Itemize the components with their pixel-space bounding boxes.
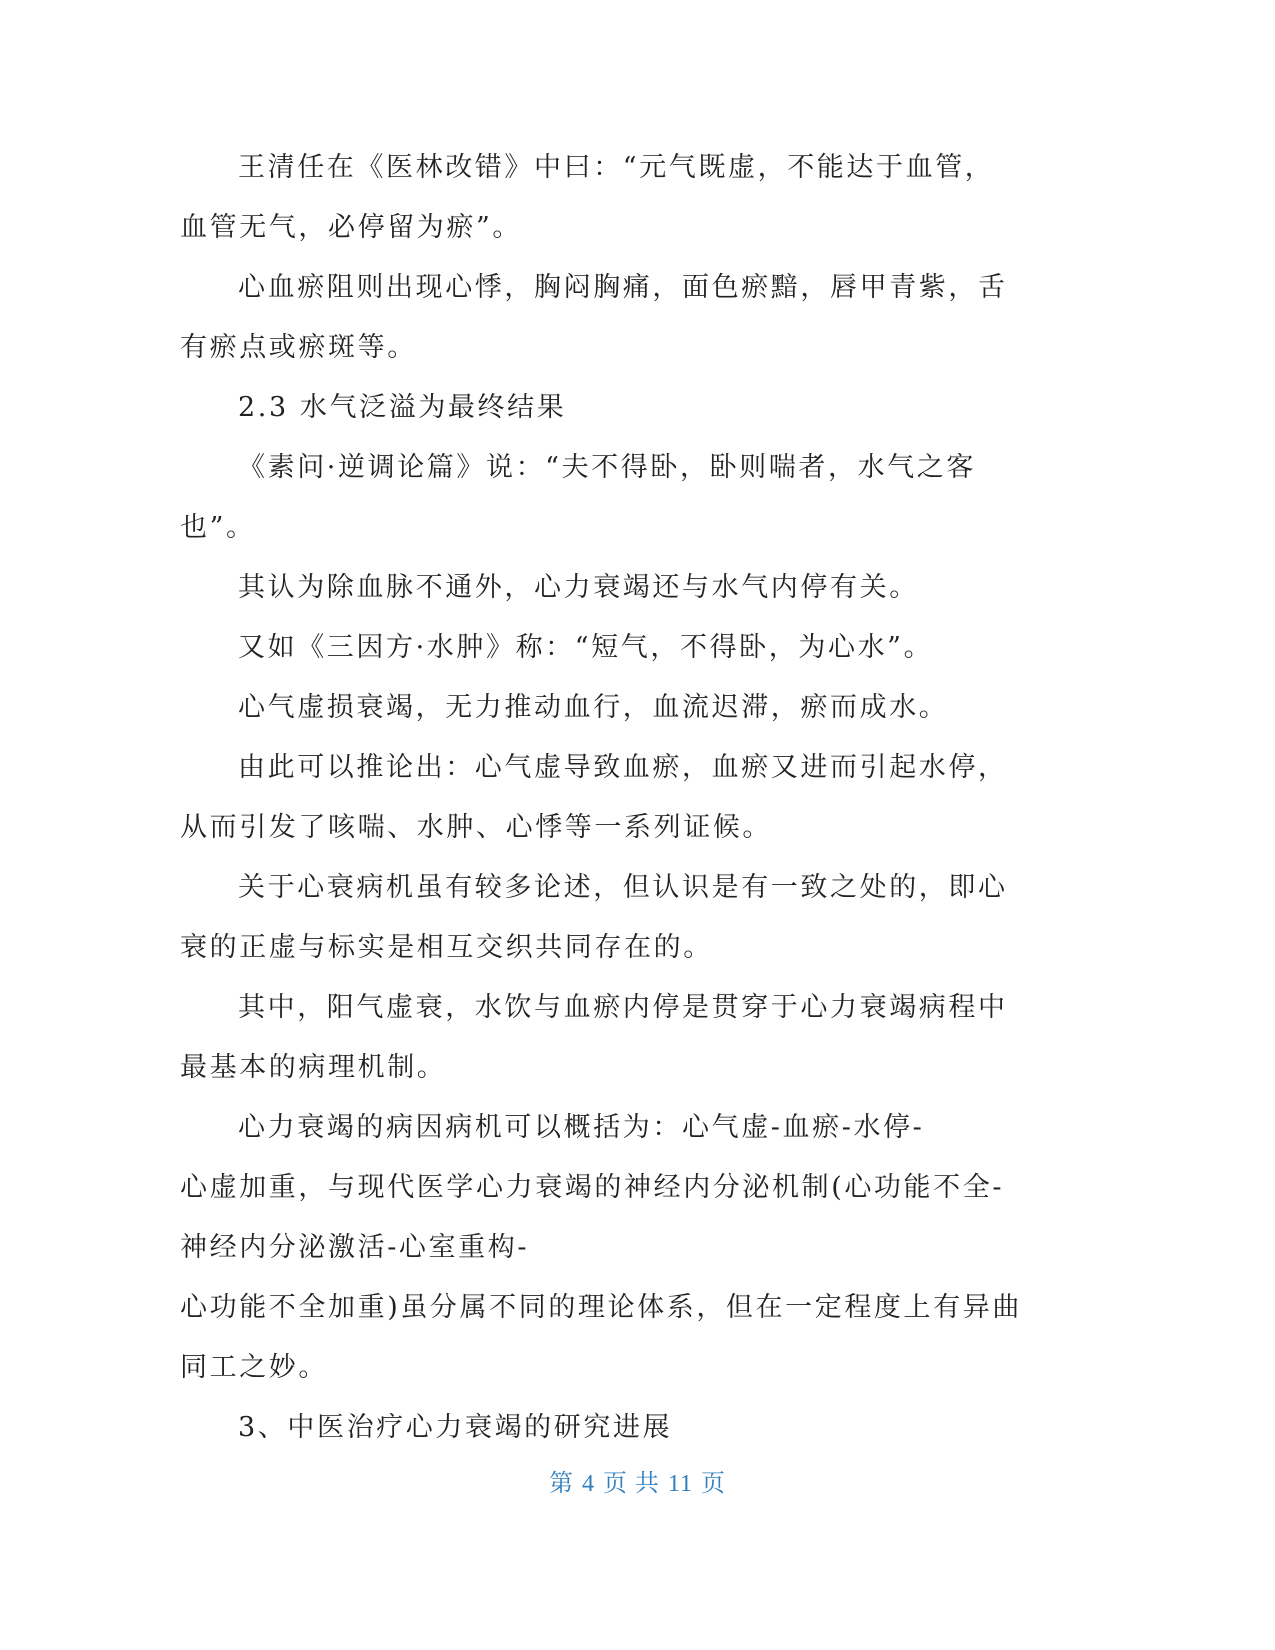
- footer-current-page: 4: [581, 1471, 595, 1497]
- paragraph-line: 王清任在《医林改错》中曰：“元气既虚，不能达于血管，: [238, 152, 995, 183]
- paragraph: [180, 678, 1040, 738]
- paragraph-line: 神经内分泌激活-心室重构-: [180, 1232, 530, 1263]
- paragraph-line: 同工之妙。: [180, 1352, 328, 1383]
- paragraph: [180, 978, 1040, 1098]
- paragraph: [180, 378, 1040, 438]
- footer-middle: 页 共: [602, 1471, 660, 1497]
- paragraph-line: 其中，阳气虚衰，水饮与血瘀内停是贯穿于心力衰竭病程中: [238, 992, 1008, 1023]
- paragraph-line: 心功能不全加重)虽分属不同的理论体系，但在一定程度上有异曲: [180, 1292, 1022, 1323]
- footer-total-pages: 11: [667, 1471, 694, 1497]
- paragraph-line: 3、中医治疗心力衰竭的研究进展: [238, 1412, 673, 1443]
- paragraph: [180, 738, 1040, 858]
- paragraph-line: 从而引发了咳喘、水肿、心悸等一系列证候。: [180, 812, 772, 843]
- paragraph-line: 关于心衰病机虽有较多论述，但认识是有一致之处的，即心: [238, 872, 1008, 903]
- document-body: [180, 138, 1040, 1458]
- footer-prefix: 第: [548, 1471, 574, 1497]
- paragraph: [180, 558, 1040, 618]
- paragraph-line: 心力衰竭的病因病机可以概括为：心气虚-血瘀-水停-: [238, 1112, 925, 1143]
- paragraph: [180, 618, 1040, 678]
- paragraph-line: 心气虚损衰竭，无力推动血行，血流迟滞，瘀而成水。: [238, 692, 949, 723]
- paragraph-line: 其认为除血脉不通外，心力衰竭还与水气内停有关。: [238, 572, 919, 603]
- paragraph-line: 2.3 水气泛溢为最终结果: [238, 392, 567, 423]
- paragraph-line: 又如《三因方·水肿》称：“短气，不得卧，为心水”。: [238, 632, 934, 663]
- paragraph-line: 心血瘀阻则出现心悸，胸闷胸痛，面色瘀黯，唇甲青紫，舌: [238, 272, 1008, 303]
- paragraph-line: 最基本的病理机制。: [180, 1052, 447, 1083]
- paragraph-line: 由此可以推论出：心气虚导致血瘀，血瘀又进而引起水停，: [238, 752, 1008, 783]
- paragraph: [180, 1398, 1040, 1458]
- paragraph-line: 也”。: [180, 512, 256, 543]
- paragraph-line: 《素问·逆调论篇》说：“夫不得卧，卧则喘者，水气之客: [238, 452, 976, 483]
- paragraph: [180, 858, 1040, 978]
- paragraph: [180, 258, 1040, 378]
- paragraph-line: 血管无气，必停留为瘀”。: [180, 212, 523, 243]
- footer-suffix: 页: [701, 1471, 727, 1497]
- paragraph-line: 有瘀点或瘀斑等。: [180, 332, 417, 363]
- page-footer: [0, 1463, 1275, 1498]
- paragraph: [180, 438, 1040, 558]
- paragraph: [180, 1098, 1040, 1398]
- paragraph-line: 衰的正虚与标实是相互交织共同存在的。: [180, 932, 713, 963]
- paragraph: [180, 138, 1040, 258]
- paragraph-line: 心虚加重，与现代医学心力衰竭的神经内分泌机制(心功能不全-: [180, 1172, 1005, 1203]
